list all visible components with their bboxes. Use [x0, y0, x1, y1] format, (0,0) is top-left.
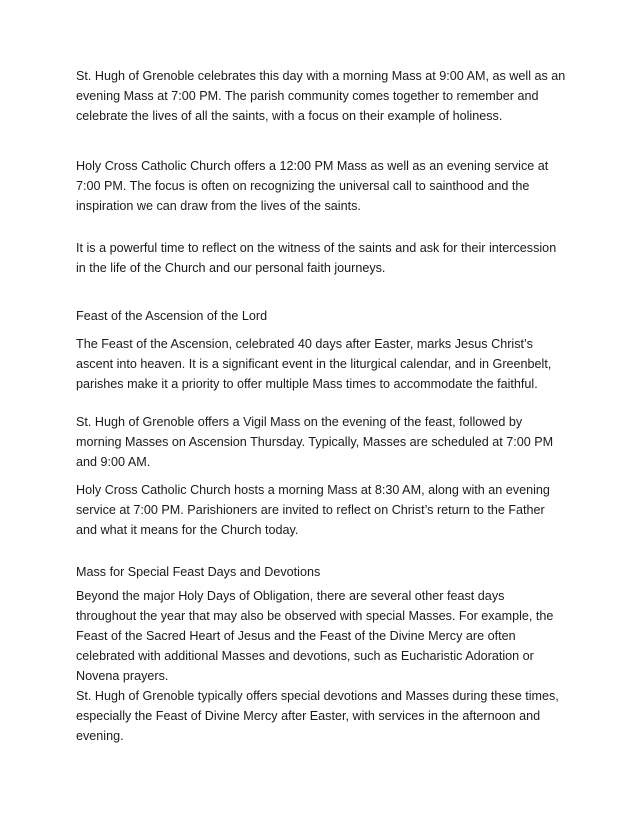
section-heading-ascension: Feast of the Ascension of the Lord	[76, 309, 268, 323]
paragraph-special-feasts-intro: Beyond the major Holy Days of Obligation, there are several other feast days throughout the year that may also be observed with special Masses. For example, the Feast of the Sacred Heart of Jesus and the Feast of the Divine Mercy are often celebrated with additional Masses and devotions, such as Eucharistic Adoration or Novena prayers.	[76, 589, 554, 683]
paragraph-st-hugh-divine-mercy: St. Hugh of Grenoble typically offers special devotions and Masses during these times, especially the Feast of Divine Mercy after Easter, with services in the afternoon and evening.	[76, 689, 559, 743]
paragraph-reflection: It is a powerful time to reflect on the witness of the saints and ask for their intercession in the life of the Church and our personal faith journeys.	[76, 241, 557, 275]
paragraph-ascension-intro: The Feast of the Ascension, celebrated 40 days after Easter, marks Jesus Christ’s ascent into heaven. It is a significant event in the liturgical calendar, and in Greenbelt, parishes make it a priority to offer multiple Mass times to accommodate the faithful.	[76, 337, 552, 391]
section-heading-special-feasts: Mass for Special Feast Days and Devotions	[76, 565, 321, 579]
paragraph-holy-cross-all-saints: Holy Cross Catholic Church offers a 12:00 PM Mass as well as an evening service at 7:00 PM. The focus is often on recognizing the universal call to sainthood and the inspiration we can draw from the lives of the saints.	[76, 159, 549, 213]
paragraph-holy-cross-ascension: Holy Cross Catholic Church hosts a morning Mass at 8:30 AM, along with an evening service at 7:00 PM. Parishioners are invited to reflect on Christ’s return to the Father and what it means for the Church today.	[76, 483, 550, 537]
paragraph-st-hugh-all-saints: St. Hugh of Grenoble celebrates this day with a morning Mass at 9:00 AM, as well as an evening Mass at 7:00 PM. The parish community comes together to remember and celebrate the lives of all the saints, with a focus on their example of holiness.	[76, 69, 566, 123]
paragraph-st-hugh-ascension: St. Hugh of Grenoble offers a Vigil Mass on the evening of the feast, followed by morning Masses on Ascension Thursday. Typically, Masses are scheduled at 7:00 PM and 9:00 AM.	[76, 415, 554, 469]
